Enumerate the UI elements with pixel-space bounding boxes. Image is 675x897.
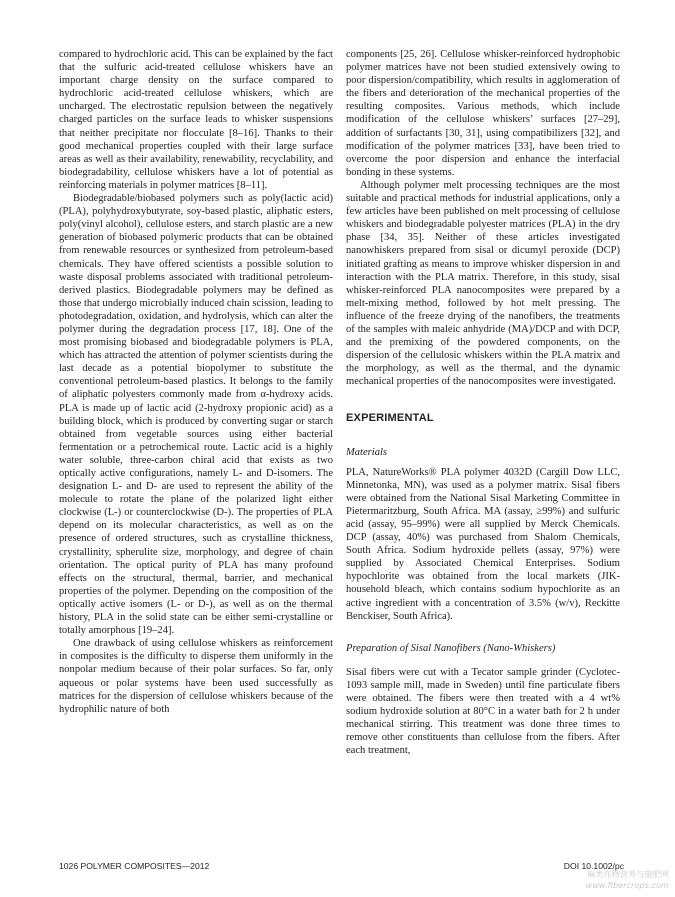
- subsection-heading-preparation: Preparation of Sisal Nanofibers (Nano-Whiskers): [346, 642, 556, 654]
- subsection-heading-materials: Materials: [346, 446, 388, 458]
- footer-doi: DOI 10.1002/pc: [563, 861, 624, 871]
- watermark: [541, 869, 669, 891]
- paragraph: Sisal fibers were cut with a Tecator sample grinder (Cyclotec-1093 sample mill, made in Sweden) until fine particulate fibers were obtained. The fibers were then treated with a 4 wt% sodium hydroxide solution at 80°C in a water bath for 2 h under mechanical stirring. This treatment was done three times to remove other constituents than cellulose from the fibers. After each treatment,: [346, 666, 620, 757]
- section-heading-experimental: EXPERIMENTAL: [346, 412, 434, 425]
- paragraph: PLA, NatureWorks® PLA polymer 4032D (Cargill Dow LLC, Minnetonka, MN), was used as a polymer matrix. Sisal fibers were obtained from the National Sisal Marketing Committee in Pietermaritzburg, South Africa. MA (assay, ≥99%) and sulfuric acid (assay, 95–99%) were all supplied by Merck Chemicals. DCP (assay, 40%) was purchased from Shalom Chemicals, South Africa. Sodium hydroxide pellets (assay, 97%) were supplied by Associated Chemical Enterprises. Sodium hypochlorite was obtained from the local markets (JIK-household bleach, which contains sodium hypochlorite as an active ingredient with a concentration of 3.5% (w/v), Reckitte Benckiser, South Africa).: [346, 466, 620, 622]
- spacer: [346, 623, 620, 642]
- footer-page-info: 1026 POLYMER COMPOSITES—2012: [59, 861, 210, 871]
- paragraph: Biodegradable/biobased polymers such as poly(lactic acid) (PLA), polyhydroxybutyrate, soy-based plastic, aliphatic esters, poly(vinyl alcohol), cellulose esters, and starch plastic are a new generation of biobased polymeric products that can be obtained from renewable resources or synthesized from petroleum-based chemicals. They have offered scientists a possible solution to waste disposal problems associated with traditional petroleum-derived plastics. Biodegradable polymers may be defined as those that undergo microbially induced chain scission, leading to photodegradation, oxidation, and hydrolysis, which can alter the polymer during the degradation process [17, 18]. One of the most promising biobased and biodegradable polymers is PLA, which has attracted the attention of polymer scientists during the last decade as a potential biopolymer to substitute the conventional petroleum-based plastics. It belongs to the family of aliphatic polyesters commonly made from α-hydroxy acids. PLA is made up of lactic acid (2-hydroxy propionic acid) as a building block, which is produced by converting sugar or starch obtained from vegetable sources using either bacterial fermentation or a petrochemical route. Lactic acid is a highly water soluble, three-carbon chiral acid that exists as two optically active configurations, namely L- and D-isomers. The designation L- and D- are used to represent the ability of the molecule to rotate the plane of the polarized light either clockwise (L-) or counterclockwise (D-). The properties of PLA depend on its molecular characteristics, as well as on the presence of ordered structures, such as crystalline thickness, crystallinity, spherulite size, morphology, and degree of chain orientation. The optical purity of PLA has many profound effects on the structural, thermal, barrier, and mechanical properties of the polymer. Depending on the composition of the optically active isomers (L- or D-), as well as on the thermal history, PLA in the solid state can be either semi-crystalline or totally amorphous [19–24].: [59, 193, 333, 637]
- paragraph: One drawback of using cellulose whiskers as reinforcement in composites is the difficulty to disperse them uniformly in the nonpolar medium because of their polar surfaces. So far, only aqueous or polar systems have been used successfully as matrices for the dispersion of cellulose whiskers because of the hydrophilic nature of both: [59, 638, 333, 715]
- paragraph: components [25, 26]. Cellulose whisker-reinforced hydrophobic polymer matrices have not been studied extensively owing to poor dispersion/compatibility, which results in agglomeration of the fibers and deterioration of the mechanical properties of the resulting composites. Various methods, which include modification of the cellulose whiskers’ surfaces [27–29], addition of surfactants [30, 31], using compatibilizers [32], and modification of the polymer matrices [33], have been tried to overcome the poor dispersion and enhance the interfacial bonding in these systems.: [346, 49, 620, 178]
- watermark-url: www.fibercrops.com: [585, 880, 669, 890]
- watermark-title: 麻类作物营养与施肥网: [587, 869, 669, 879]
- paragraph: compared to hydrochloric acid. This can be explained by the fact that the sulfuric acid-treated cellulose whiskers have an important charge density on the surface compared to hydrochloric acid-treated cellulose whiskers, which are uncharged. The electrostatic repulsion between the negatively charged particles on the surface leads to whisker suspensions that neither precipitate nor flocculate [8–16]. Thanks to their good mechanical properties coupled with their large surface areas as well as their availability, renewability, recyclability, and biodegradability, cellulose whiskers have a lot of potential as reinforcing materials in polymer matrices [8–11].: [59, 49, 333, 191]
- paragraph: Although polymer melt processing techniques are the most suitable and practical methods for industrial applications, only a few articles have been published on melt processing of cellulose whiskers and biodegradable polyester matrices (PLA) in the dry phase [34, 35]. Neither of these articles investigated nanowhiskers prepared from sisal or dicumyl peroxide (DCP) initiated grafting as means to improve whisker dispersion in and interaction with the PLA matrix. Therefore, in this study, sisal whisker-reinforced PLA nanocomposites were prepared by a melt-mixing method, followed by hot melt pressing. The influence of the freeze drying of the nanofibers, the treatments of the samples with maleic anhydride (MA)/DCP and with DCP, and the premixing of the powdered components, on the dispersion of the cellulosic whiskers within the PLA matrix and the morphology, as well as the thermal, and the dynamic mechanical properties of the nanocomposites were investigated.: [346, 179, 620, 388]
- right-column: [346, 48, 620, 758]
- left-column: [59, 48, 333, 716]
